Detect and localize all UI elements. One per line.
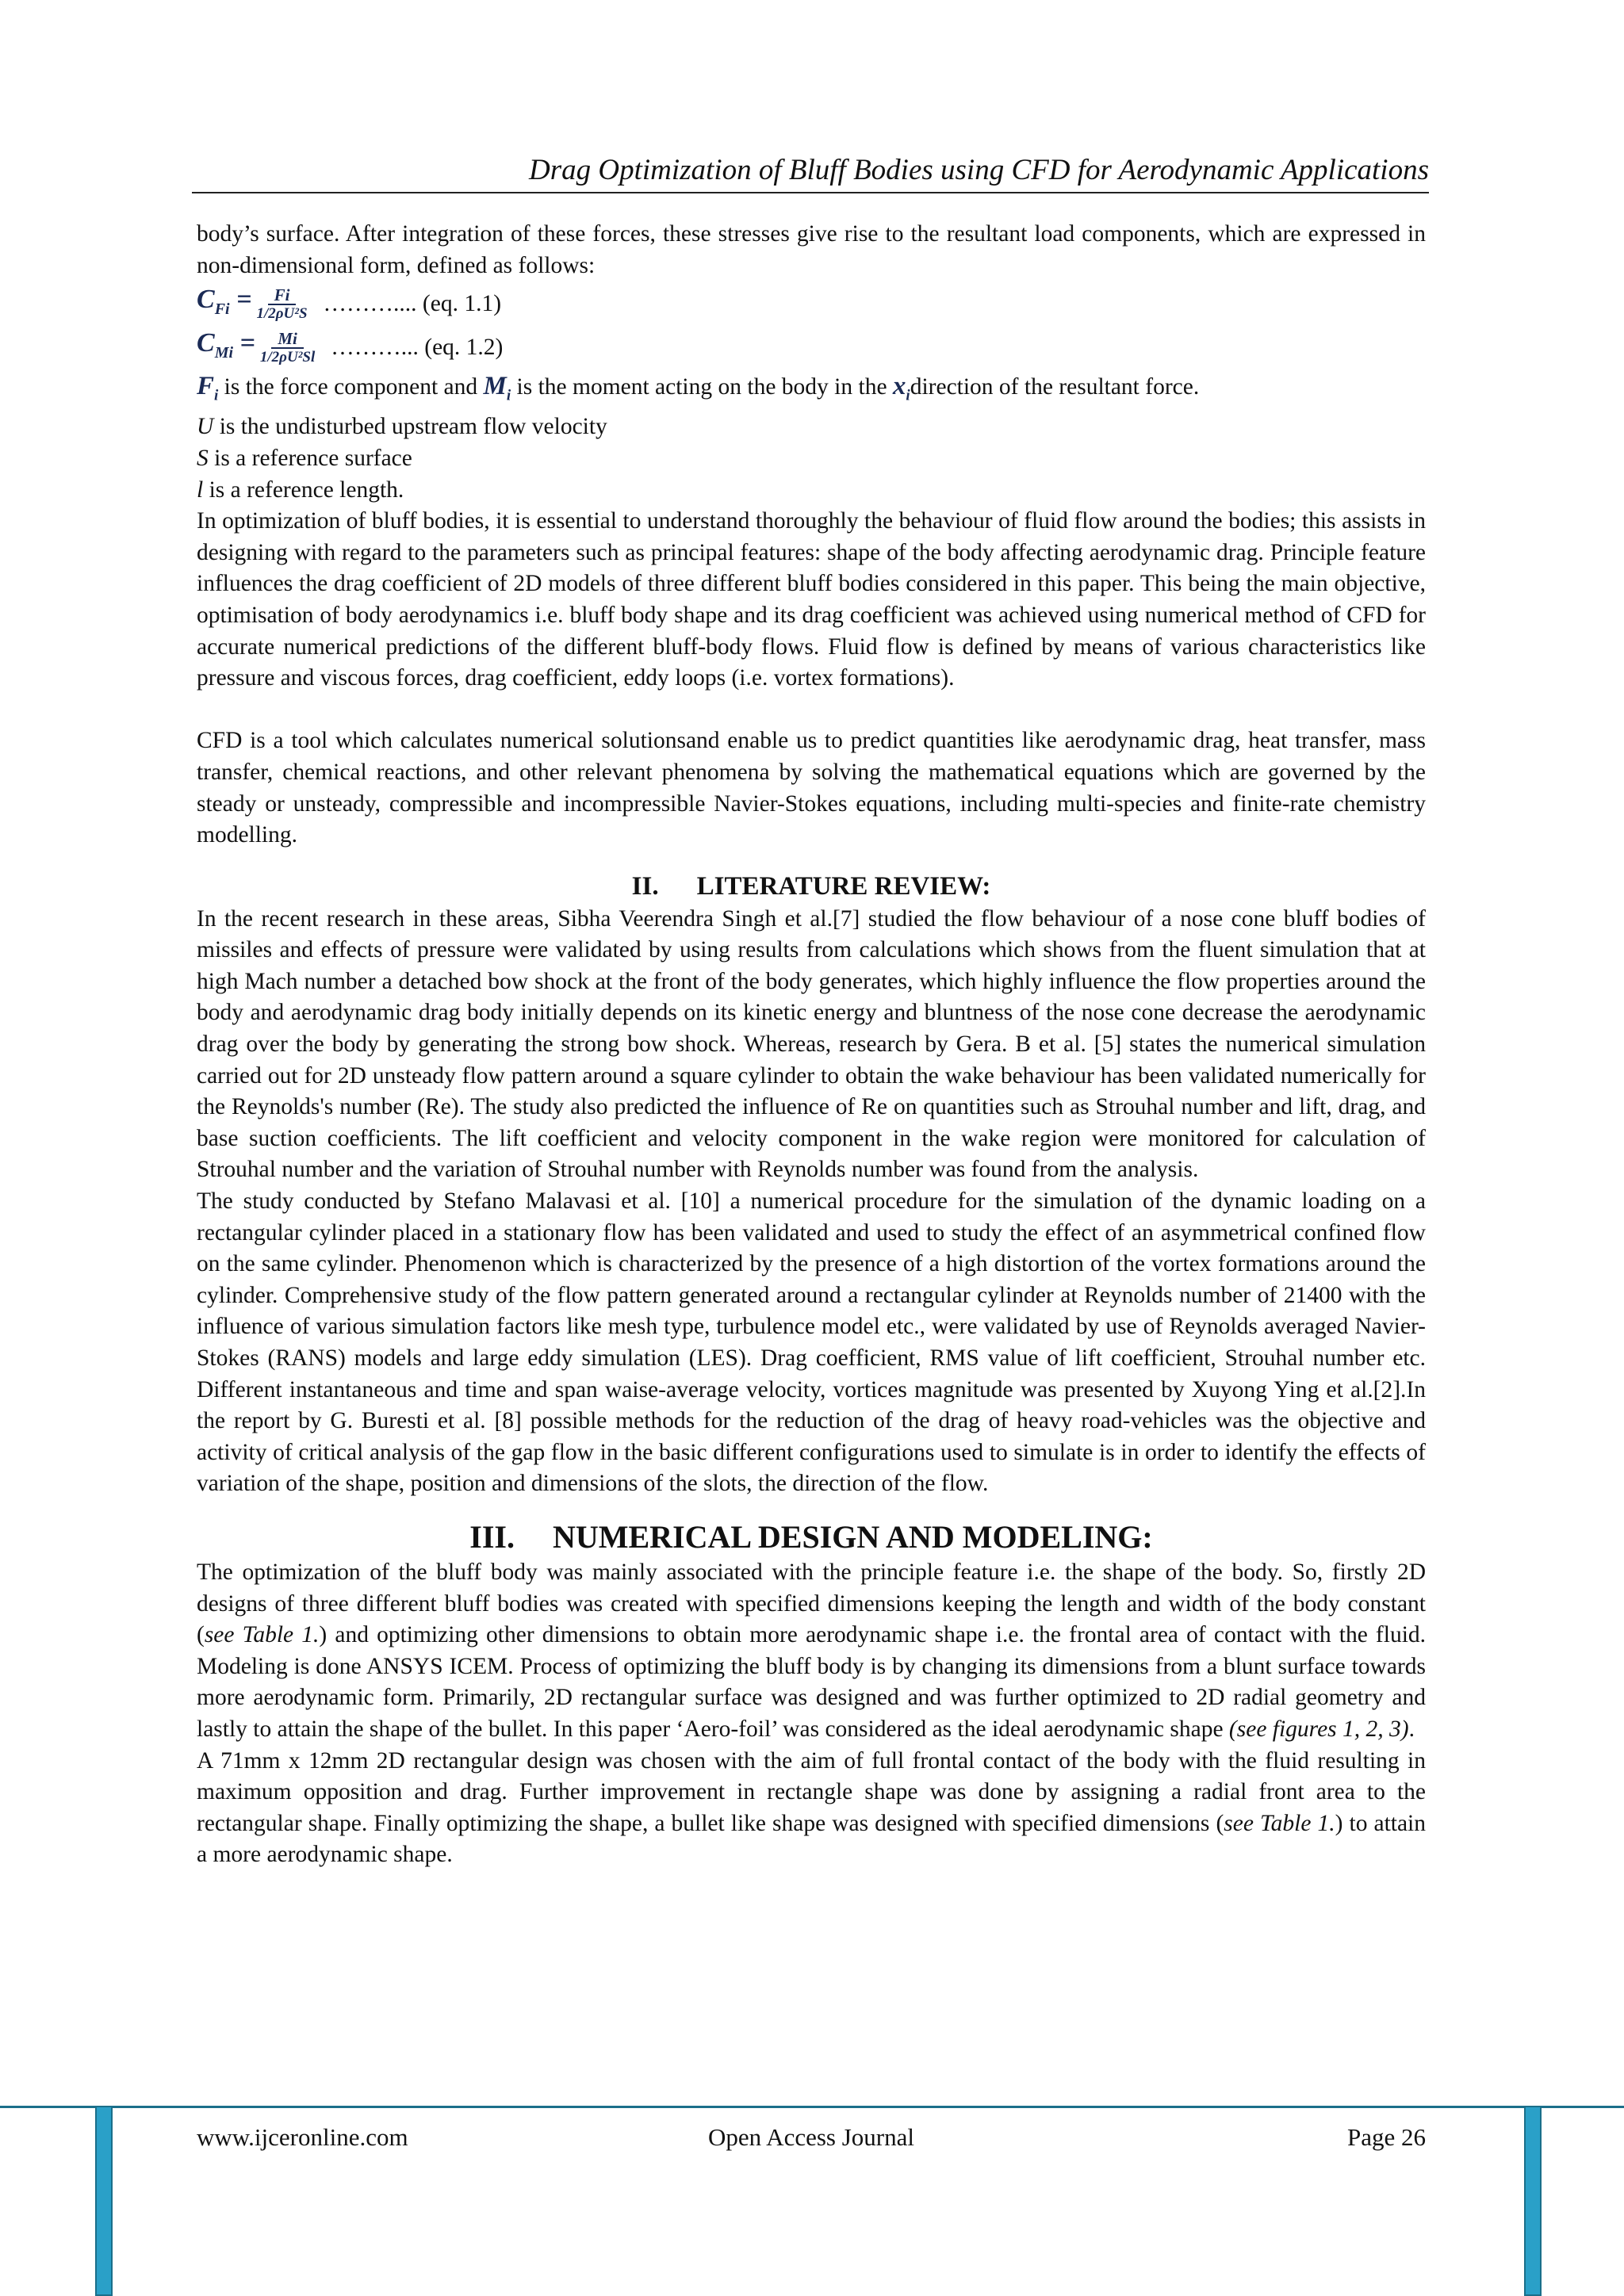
page-body [197,219,1426,1871]
section-2-heading: II. LITERATURE REVIEW: [631,871,991,901]
footer-bar-left [95,2106,113,2296]
symbol-mi: $M_i$ [483,372,511,404]
equation-1-1 [197,284,1426,325]
footer-rule [0,2106,1624,2108]
footer-bar-right [1524,2106,1542,2296]
definition-l: l is a reference length. [197,476,404,503]
running-head: Drag Optimization of Bluff Bodies using CFD for Aerodynamic Applications [192,152,1429,193]
symbol-xi: $x_i$ [892,372,910,404]
equation-lhs: $C_{Mi}$ = [197,328,255,362]
equation-1-2 [197,327,1426,369]
intro-paragraph-3: CFD is a tool which calculates numerical solutionsand enable us to predict quantities like aerodynamic drag, heat transfer, mass transfer, chemical reactions, and other relevant phenomena by solving the mathematical equations which are governed by the steady or unsteady, compressible and incompressible Navier-Stokes equations, including multi-species and finite-rate chemistry modelling. [197,728,1426,848]
footer-journal: Open Access Journal [708,2123,914,2151]
equation-ref: ……….... (eq. 1.1) [323,291,502,317]
equation-ref: ………... (eq. 1.2) [331,335,504,361]
footer-website: www.ijceronline.com [197,2123,408,2151]
section-3-paragraph-1: The optimization of the bluff body was mainly associated with the principle feature i.e. the shape of the body. So, firstly 2D designs of three different bluff bodies was created with specified dimensions keeping the length and width of the body constant (see Table 1.) and optimizing other dimensions to obtain more aerodynamic shape i.e. the frontal area of contact with the fluid. Modeling is done ANSYS ICEM. Process of optimizing the bluff body is by changing its dimensions from a blunt surface towards more aerodynamic form. Primarily, 2D rectangular surface was designed and was further optimized to 2D radial geometry and lastly to attain the shape of the bullet. In this paper ‘Aero-foil’ was considered as the ideal aerodynamic shape (see figures 1, 2, 3). [197,1559,1427,1742]
page-footer [197,2122,1426,2153]
equation-fraction: $\frac{Mi}{\text{1/2ρU²Sl}}$ [259,329,316,366]
footer-page-number: Page 26 [1346,2123,1426,2151]
section-3-paragraph-2: A 71mm x 12mm 2D rectangular design was chosen with the aim of full frontal contact of the body with the fluid resulting in maximum opposition and drag. Further improvement in rectangle shape was done by assigning a radial front area to the rectangular shape. Finally optimizing the shape, a bullet like shape was designed with specified dimensions (see Table 1.) to attain a more aerodynamic shape. [197,1747,1427,1868]
section-3-heading: III. NUMERICAL DESIGN AND MODELING: [469,1518,1153,1555]
definition-s: S is a reference surface [197,445,412,471]
intro-paragraph-1: body’s surface. After integration of these forces, these stresses give rise to the resultant load components, which are expressed in non-dimensional form, defined as follows: [197,221,1426,278]
intro-paragraph-2: In optimization of bluff bodies, it is essential to understand thoroughly the behaviour of fluid flow around the bodies; this assists in designing with regard to the parameters such as principal features: shape of the body affecting aerodynamic drag. Principle feature influences the drag coefficient of 2D models of three different bluff bodies considered in this paper. This being the main objective, optimisation of body aerodynamics i.e. bluff body shape and its drag coefficient was achieved using numerical method of CFD for accurate numerical predictions of the different bluff-body flows. Fluid flow is defined by means of various characteristics like pressure and viscous forces, drag coefficient, eddy loops (i.e. vortex formations). [197,508,1426,691]
symbol-fi: $F_i$ [197,372,219,404]
symbol-definitions: $F_i$ is the force component and $M_i$ is the moment acting on the body in the $x_idirection$ of the resultant force. [197,372,1200,404]
equation-lhs: $C_{Fi}$ = [197,285,252,318]
definition-u: U is the undisturbed upstream flow velocity [197,414,607,440]
equation-fraction: $\frac{Fi}{\text{1/2ρU²S}}$ [256,285,308,323]
section-2-paragraph-2: The study conducted by Stefano Malavasi et al. [10] a numerical procedure for the simulation of the dynamic loading on a rectangular cylinder placed in a stationary flow has been validated and used to study the effect of an asymmetrical confined flow on the same cylinder. Phenomenon which is characterized by the presence of a high distortion of the vortex formations around the cylinder. Comprehensive study of the flow pattern generated around a rectangular cylinder at Reynolds number of 21400 with the influence of various simulation factors like mesh type, turbulence model etc., were validated by use of Reynolds averaged Navier-Stokes (RANS) models and large eddy simulation (LES). Drag coefficient, RMS value of lift coefficient, Strouhal number etc. Different instantaneous and time and span waise-average velocity, vortices magnitude was presented by Xuyong Ying et al.[2].In the report by G. Buresti et al. [8] possible methods for the reduction of the drag of heavy road-vehicles was the objective and activity of critical analysis of the gap flow in the basic different configurations used to simulate is in order to identify the effects of variation of the shape, position and dimensions of the slots, the direction of the flow. [197,1188,1426,1497]
section-2-paragraph-1: In the recent research in these areas, Sibha Veerendra Singh et al.[7] studied the flow behaviour of a nose cone bluff bodies of missiles and effects of pressure were validated by using results from calculations which shows from the fluent simulation that at high Mach number a detached bow shock at the front of the body generates, which highly influence the flow properties around the body and aerodynamic drag body initially depends on its kinetic energy and bluntness of the nose cone decrease the aerodynamic drag over the body by generating the strong bow shock. Whereas, research by Gera. B et al. [5] states the numerical simulation carried out for 2D unsteady flow pattern around a square cylinder to obtain the wake behaviour has been validated numerically for the Reynolds's number (Re). The study also predicted the influence of Re on quantities such as Strouhal number and lift, drag, and base suction coefficients. The lift coefficient and velocity component in the wake region were monitored for calculation of Strouhal number and the variation of Strouhal number with Reynolds number was found from the analysis. [197,905,1426,1183]
